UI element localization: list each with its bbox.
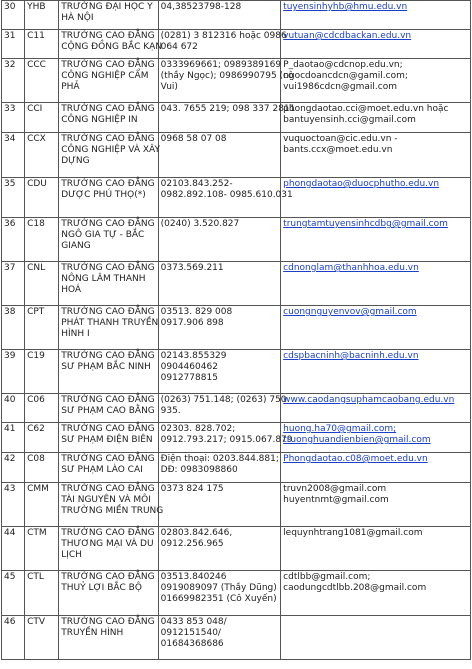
table-row <box>2 262 471 306</box>
school-name-line: TRƯỜNG CAO ĐẲNG <box>61 263 155 273</box>
email-link[interactable]: www.caodangsuphamcaobang.edu.vn <box>283 395 455 405</box>
school-name <box>59 616 158 660</box>
school-name-line: TRƯỜNG CAO ĐẲNG <box>61 351 155 361</box>
phone-numbers <box>158 483 281 527</box>
phone-numbers-line: 0373 824 175 <box>160 484 224 494</box>
school-name <box>59 423 158 453</box>
school-code: CPT <box>25 306 59 350</box>
school-name-line: LỊCH <box>61 550 82 560</box>
phone-numbers-line: (0281) 3 812316 hoặc 0986 <box>160 31 287 41</box>
school-name-line: TRƯỜNG MIỀN TRUNG <box>61 506 164 516</box>
school-name <box>59 350 158 394</box>
school-code: CTV <box>25 616 59 660</box>
table-row <box>2 453 471 483</box>
phone-numbers-line: (0240) 3.520.827 <box>160 219 240 229</box>
email-link[interactable]: vutuan@cdcdbackan.edu.vn <box>283 31 412 41</box>
school-name-line: SƯ PHẠM BẮC NINH <box>61 362 151 372</box>
phone-numbers <box>158 218 281 262</box>
email-text: bantuyensinh.cci@gmail.com <box>283 115 416 125</box>
phone-numbers <box>158 262 281 306</box>
email-link[interactable]: cuongnguyenvov@gmail.com <box>283 307 417 317</box>
school-name <box>59 483 164 527</box>
phone-numbers-line: 0968 58 07 08 <box>160 134 227 144</box>
school-name-line: SƯ PHẠM CAO BẰNG <box>61 406 155 416</box>
school-name-line: TRƯỜNG CAO ĐẲNG <box>61 104 155 114</box>
school-name <box>59 178 158 218</box>
email-text: caodungcdtlbb.208@gmail.com <box>283 583 427 593</box>
school-name-line: THƯƠNG MẠI VÀ DU <box>61 539 154 549</box>
school-name-line: PHÁT THANH TRUYỀN <box>61 318 159 328</box>
row-number: 37 <box>2 262 25 306</box>
phone-numbers-line: 0912778815 <box>160 373 218 383</box>
email-contact <box>281 1 471 30</box>
email-link[interactable]: huong.ha70@gmail.com; <box>283 424 397 434</box>
school-name-line: TRƯỜNG ĐẠI HỌC Y <box>61 2 153 12</box>
phone-numbers-line: 01684368686 <box>160 639 224 649</box>
school-code: C19 <box>25 350 59 394</box>
phone-numbers <box>158 103 296 133</box>
phone-numbers-line: (0263) 751.148; (0263) 750 <box>160 395 287 405</box>
phone-numbers-line: (thầy Ngọc); 0986990795 (cô <box>160 71 294 81</box>
phone-numbers-line: 0912.256.965 <box>160 539 224 549</box>
phone-numbers <box>158 178 293 218</box>
email-link[interactable]: truonghuandienbien@gmail.com <box>283 435 431 445</box>
phone-numbers-line: 0912.793.217; 0915.067.879 <box>160 435 293 445</box>
row-number: 36 <box>2 218 25 262</box>
phone-numbers <box>158 571 281 616</box>
phone-numbers-line: 0373.569.211 <box>160 263 224 273</box>
school-code: CNL <box>25 262 59 306</box>
phone-numbers <box>158 453 281 483</box>
phone-numbers-line: 0919089097 (Thầy Dũng) <box>160 583 277 593</box>
table-row <box>2 527 471 571</box>
phone-numbers-line: 02803.842.646, <box>160 528 233 538</box>
table-row <box>2 483 471 527</box>
school-code: CTL <box>25 571 59 616</box>
school-name-line: TRƯỜNG CAO ĐẲNG <box>61 134 155 144</box>
phone-numbers-line: 02103.843.252- <box>160 179 233 189</box>
school-name <box>59 30 163 59</box>
school-name-line: TRƯỜNG CAO ĐẲNG <box>61 307 155 317</box>
row-number: 39 <box>2 350 25 394</box>
phone-numbers <box>158 1 281 30</box>
phone-numbers-line: 0982.892.108- 0985.610.031 <box>160 190 293 200</box>
school-name <box>59 133 158 178</box>
table-row <box>2 178 471 218</box>
school-name <box>59 103 158 133</box>
row-number: 31 <box>2 30 25 59</box>
school-name-line: NGÔ GIA TỰ - BẮC <box>61 230 145 240</box>
school-name-line: TRƯỜNG CAO ĐẲNG <box>61 484 155 494</box>
school-name <box>59 306 158 350</box>
phone-numbers <box>158 616 281 660</box>
email-contact <box>281 350 471 394</box>
phone-numbers-line: 03513. 829 008 <box>160 307 233 317</box>
email-contact <box>281 133 471 178</box>
school-name <box>59 394 158 423</box>
phone-numbers <box>158 423 293 453</box>
email-contact <box>281 483 471 527</box>
row-number: 45 <box>2 571 25 616</box>
phone-numbers <box>158 306 281 350</box>
school-code: C11 <box>25 30 59 59</box>
row-number: 42 <box>2 453 25 483</box>
phone-numbers-line: 0333969661; 0989389169 <box>160 60 282 70</box>
school-name <box>59 218 158 262</box>
phone-numbers <box>158 527 281 571</box>
school-name-line: TRUYỀN HÌNH <box>61 628 124 638</box>
school-name <box>59 527 158 571</box>
school-name-line: CÔNG NGHIỆP IN <box>61 115 138 125</box>
school-name-line: TRƯỜNG CAO ĐẲNG <box>61 31 155 41</box>
email-text: P_daotao@cdcnop.edu.vn; <box>283 60 403 70</box>
school-name-line: SƯ PHẠM ĐIỆN BIÊN <box>61 435 153 445</box>
school-name-line: TÀI NGUYÊN VÀ MÔI <box>61 495 151 505</box>
email-contact <box>281 616 471 660</box>
phone-numbers <box>158 133 281 178</box>
table-row <box>2 616 471 660</box>
school-code: YHB <box>25 1 59 30</box>
table-row <box>2 103 471 133</box>
email-link[interactable]: tuyensinhyhb@hmu.edu.vn <box>283 2 408 12</box>
school-code: C06 <box>25 394 59 423</box>
row-number: 46 <box>2 616 25 660</box>
phone-numbers-line: 04,38523798-128 <box>160 2 242 12</box>
email-contact <box>281 59 471 103</box>
row-number: 40 <box>2 394 25 423</box>
school-code: C62 <box>25 423 59 453</box>
phone-numbers-line: 043. 7655 219; 098 337 2811 <box>160 104 296 114</box>
email-link[interactable]: cdspbacninh@bacninh.edu.vn <box>283 351 419 361</box>
email-text: huyentnmt@gmail.com <box>283 495 389 505</box>
phone-numbers <box>158 30 287 59</box>
email-link[interactable]: cdnonglam@thanhhoa.edu.vn <box>283 263 419 273</box>
phone-numbers <box>158 394 287 423</box>
school-name <box>59 59 158 103</box>
school-code: CTM <box>25 527 59 571</box>
table-row <box>2 350 471 394</box>
school-name <box>59 453 158 483</box>
phone-numbers <box>158 59 294 103</box>
phone-numbers-line: 03513.840246 <box>160 572 227 582</box>
email-text: truvn2008@gmail.com <box>283 484 387 494</box>
school-name-line: CỘNG ĐỒNG BẮC KẠN <box>61 42 163 52</box>
school-name-line: TRƯỜNG CAO ĐẲNG <box>61 617 155 627</box>
row-number: 38 <box>2 306 25 350</box>
phone-numbers-line: DĐ: 0983098860 <box>160 465 238 475</box>
school-name-line: DƯỢC PHÚ THỌ(*) <box>61 190 146 200</box>
school-name-line: TRƯỜNG CAO ĐẲNG <box>61 454 155 464</box>
email-contact <box>281 527 471 571</box>
row-number: 32 <box>2 59 25 103</box>
row-number: 34 <box>2 133 25 178</box>
email-contact <box>281 571 471 616</box>
row-number: 33 <box>2 103 25 133</box>
table-body <box>2 1 471 660</box>
email-text: vuquoctoan@cic.edu.vn - <box>283 134 398 144</box>
table-row <box>2 218 471 262</box>
phone-numbers-line: 02303. 828.702; <box>160 424 236 434</box>
email-contact <box>281 218 471 262</box>
phone-numbers-line: 0904460462 <box>160 362 218 372</box>
email-text: vui1986cdcn@gmail.com <box>283 82 397 92</box>
school-name-line: PHẢ <box>61 82 80 92</box>
admissions-contact-table <box>1 0 471 660</box>
phone-numbers <box>158 350 281 394</box>
table-row <box>2 30 471 59</box>
email-link[interactable]: Phongdaotao.c08@moet.edu.vn <box>283 454 428 464</box>
row-number: 30 <box>2 1 25 30</box>
phone-numbers-line: Vui) <box>160 82 178 92</box>
school-name-line: GIANG <box>61 241 91 251</box>
school-code: CMM <box>25 483 59 527</box>
school-name-line: TRƯỜNG CAO ĐẲNG <box>61 424 155 434</box>
table-row <box>2 571 471 616</box>
school-name-line: THUỶ LỢI BẮC BỘ <box>61 583 142 593</box>
school-code: CCX <box>25 133 59 178</box>
school-name-line: TRƯỜNG CAO ĐẲNG <box>61 572 155 582</box>
email-contact <box>281 103 471 133</box>
school-name <box>59 262 158 306</box>
row-number: 43 <box>2 483 25 527</box>
table-row <box>2 394 471 423</box>
email-contact <box>281 423 471 453</box>
phone-numbers-line: 064 672 <box>160 42 198 52</box>
school-name-line: TRƯỜNG CAO ĐẲNG <box>61 395 155 405</box>
email-contact <box>281 178 471 218</box>
phone-numbers-line: 935. <box>160 406 181 416</box>
school-name-line: TRƯỜNG CAO ĐẲNG <box>61 219 155 229</box>
phone-numbers-line: 0912151540/ <box>160 628 221 638</box>
email-link[interactable]: phongdaotao@duocphutho.edu.vn <box>283 179 440 189</box>
email-contact <box>281 306 471 350</box>
school-name-line: SƯ PHẠM LÀO CAI <box>61 465 143 475</box>
school-name-line: TRƯỜNG CAO ĐẲNG <box>61 60 155 70</box>
school-name-line: NÔNG LÂM THANH <box>61 274 146 284</box>
table-row <box>2 423 471 453</box>
school-name-line: HÀ NỘI <box>61 13 94 23</box>
school-name <box>59 1 158 30</box>
school-name-line: CÔNG NGHIỆP VÀ XÂY <box>61 145 160 155</box>
row-number: 44 <box>2 527 25 571</box>
school-name-line: TRƯỜNG CAO ĐẲNG <box>61 528 155 538</box>
table-row <box>2 1 471 30</box>
email-text: phongdaotao.cci@moet.edu.vn hoặc <box>283 104 449 114</box>
school-name <box>59 571 158 616</box>
school-code: CCC <box>25 59 59 103</box>
phone-numbers-line: 0917.906 898 <box>160 318 224 328</box>
school-name-line: HOÁ <box>61 285 82 295</box>
school-code: C08 <box>25 453 59 483</box>
school-code: C18 <box>25 218 59 262</box>
email-contact <box>281 262 471 306</box>
phone-numbers-line: 01669982351 (Cô Xuyến) <box>160 594 277 604</box>
table-row <box>2 306 471 350</box>
email-link[interactable]: trungtamtuyensinhcdbg@gmail.com <box>283 219 448 229</box>
email-contact <box>281 30 471 59</box>
table-row <box>2 133 471 178</box>
row-number: 35 <box>2 178 25 218</box>
email-contact <box>281 453 471 483</box>
row-number: 41 <box>2 423 25 453</box>
email-text: bants.ccx@moet.edu.vn <box>283 145 393 155</box>
email-text: ngocdoancdcn@gamil.com; <box>283 71 408 81</box>
email-text: cdtlbb@gmail.com; <box>283 572 371 582</box>
school-name-line: HÌNH I <box>61 329 90 339</box>
school-name-line: DỰNG <box>61 156 90 166</box>
school-name-line: CÔNG NGHIỆP CẨM <box>61 71 149 81</box>
phone-numbers-line: Điện thoại: 0203.844.881; <box>160 454 279 464</box>
school-name-line: TRƯỜNG CAO ĐẲNG <box>61 179 155 189</box>
table-row <box>2 59 471 103</box>
school-code: CCI <box>25 103 59 133</box>
phone-numbers-line: 02143.855329 <box>160 351 227 361</box>
school-code: CDU <box>25 178 59 218</box>
phone-numbers-line: 0433 853 048/ <box>160 617 227 627</box>
email-text: lequynhtrang1081@gmail.com <box>283 528 423 538</box>
email-contact <box>281 394 471 423</box>
